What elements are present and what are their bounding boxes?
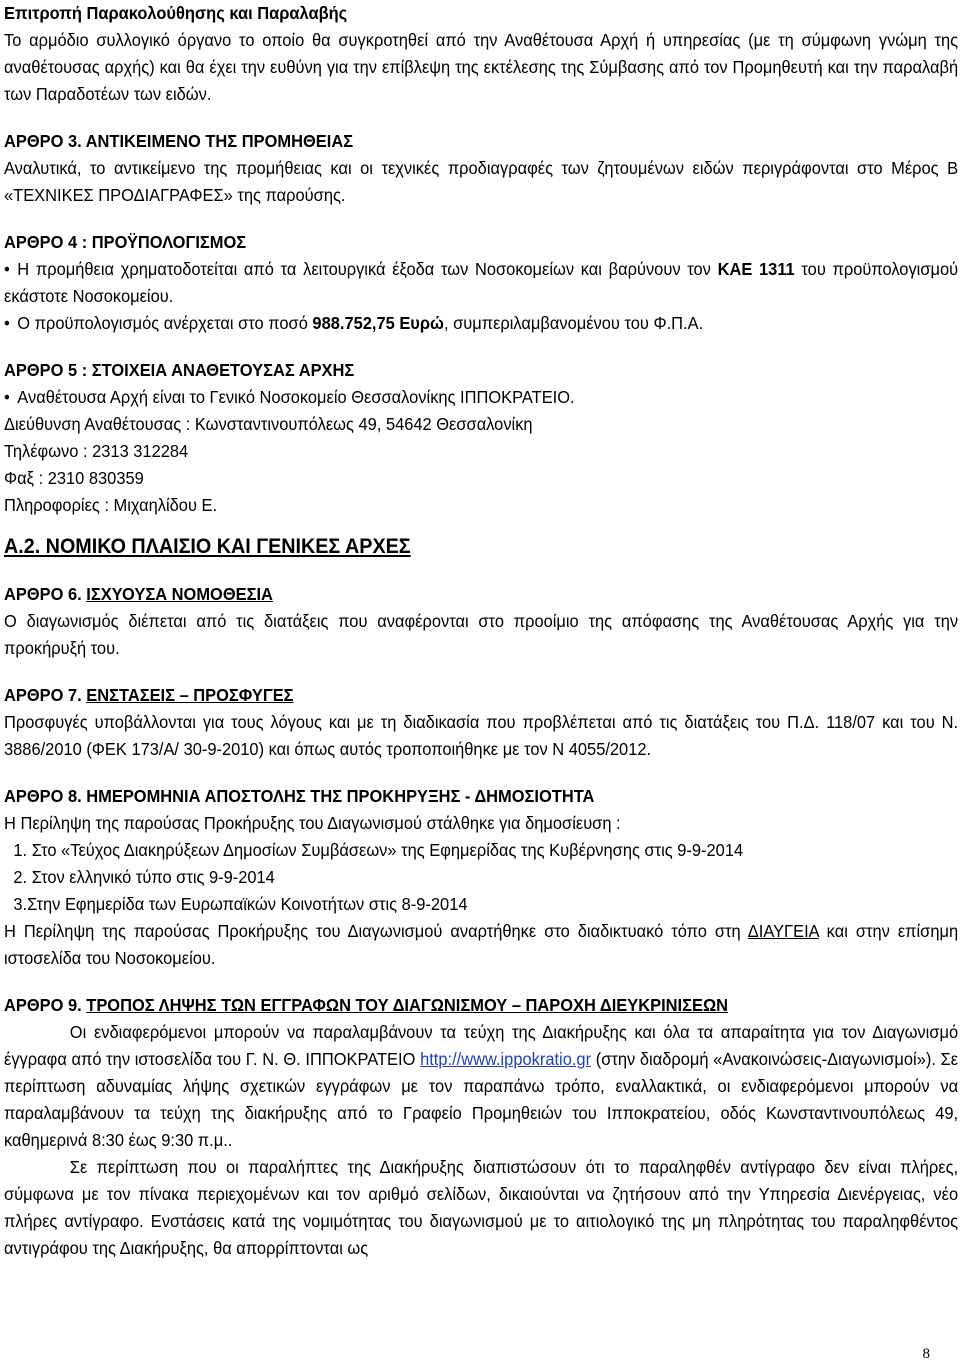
text-run: και στην επίσημη ιστοσελίδα του Νοσοκομείου. (4, 921, 959, 968)
article-4-bullet-2 (4, 310, 958, 337)
text-run: Οι ενδιαφερόμενοι μπορούν να παραλαμβάνουν τα τεύχη της Διακήρυξης και όλα τα απαραίτητα για τον Διαγωνισμό έγγραφα από την ιστοσελίδα του Γ. Ν. Θ. ΙΠΠΟΚΡΑΤΕΙΟ (4, 1022, 959, 1069)
authority-address: Διεύθυνση Αναθέτουσας : Κωνσταντινουπόλεως 49, 54642 Θεσσαλονίκη (4, 414, 533, 434)
article-3-text: Αναλυτικά, το αντικείμενο της προμήθειας και οι τεχνικές προδιαγραφές των ζητουμένων ειδών περιγράφονται στο Μέρος Β «ΤΕΧΝΙΚΕΣ ΠΡΟΔΙΑΓΡΑΦΕΣ» της παρούσης. (4, 158, 959, 205)
spacer (4, 209, 958, 229)
article-7-text: Προσφυγές υποβάλλονται για τους λόγους και με τη διαδικασία που προβλέπεται από τις διατάξεις του Π.Δ. 118/07 και του Ν. 3886/2010 (ΦΕΚ 173/Α/ 30-9-2010) και όπως αυτός τροποποιήθηκε με τον Ν 4055/2012. (4, 712, 959, 759)
article-9-paragraph-2: Σε περίπτωση που οι παραλήπτες της Διακήρυξης διαπιστώσουν ότι το παραληφθέν αντίγραφο δεν είναι πλήρες, σύμφωνα με τον πίνακα περιεχομένων και τον αριθμό σελίδων, δικαιούνται να ζητήσουν από την Υπηρεσία Διενέργειας, νέο πλήρες αντίγραφο. Ενστάσεις κατά της νομιμότητας του διαγωνισμού με το αιτιολογικό της μη πληρότητας του παραληφθέντος αντιγράφου της Διακήρυξης, θα απορρίπτονται ως (4, 1157, 959, 1258)
article-9-heading (4, 992, 958, 1019)
article-4-heading: ΑΡΘΡΟ 4 : ΠΡΟΫΠΟΛΟΓΙΣΜΟΣ (4, 232, 247, 252)
text-run: Ο προϋπολογισμός ανέρχεται στο ποσό (17, 313, 313, 333)
text-run: ΑΡΘΡΟ 7. (4, 685, 87, 705)
article-8-outro (4, 918, 958, 972)
spacer (4, 972, 958, 992)
spacer (4, 337, 958, 357)
committee-heading: Επιτροπή Παρακολούθησης και Παραλαβής (4, 3, 348, 23)
article-3-heading: ΑΡΘΡΟ 3. ΑΝΤΙΚΕΙΜΕΝΟ ΤΗΣ ΠΡΟΜΗΘΕΙΑΣ (4, 131, 354, 151)
text-run: ΑΡΘΡΟ 9. (4, 995, 87, 1015)
article-4-bullet-1 (4, 256, 958, 310)
text-run: Η Περίληψη της παρούσας Προκήρυξης του Διαγωνισμού αναρτήθηκε στο διαδικτυακό τόπο στη (4, 921, 748, 941)
hospital-website-link[interactable]: http://www.ippokratio.gr (420, 1049, 592, 1069)
authority-phone: Τηλέφωνο : 2313 312284 (4, 441, 189, 461)
spacer (4, 519, 958, 533)
article-7-heading (4, 682, 958, 709)
spacer (4, 662, 958, 682)
section-a2-heading: Α.2. ΝΟΜΙΚΟ ΠΛΑΙΣΙΟ ΚΑΙ ΓΕΝΙΚΕΣ ΑΡΧΕΣ (4, 535, 411, 558)
article-8-heading: ΑΡΘΡΟ 8. ΗΜΕΡΟΜΗΝΙΑ ΑΠΟΣΤΟΛΗΣ ΤΗΣ ΠΡΟΚΗΡΥΞΗΣ - ΔΗΜΟΣΙΟΤΗΤΑ (4, 786, 595, 806)
spacer (4, 108, 958, 128)
authority-contact: Πληροφορίες : Μιχαηλίδου Ε. (4, 495, 218, 515)
text-run: του προϋπολογισμού εκάστοτε Νοσοκομείου. (4, 259, 959, 306)
document-page (4, 0, 958, 1262)
article-9-paragraph-1 (4, 1019, 958, 1154)
spacer (4, 763, 958, 783)
article-5-bullet: • Αναθέτουσα Αρχή είναι το Γενικό Νοσοκομείο Θεσσαλονίκης ΙΠΠΟΚΡΑΤΕΙΟ. (4, 384, 958, 411)
authority-fax: Φαξ : 2310 830359 (4, 468, 144, 488)
text-run: ΤΡΟΠΟΣ ΛΗΨΗΣ ΤΩΝ ΕΓΓΡΑΦΩΝ ΤΟΥ ΔΙΑΓΩΝΙΣΜΟΥ – ΠΑΡΟΧΗ ΔΙΕΥΚΡΙΝΙΣΕΩΝ (86, 995, 729, 1015)
text-run: , συμπεριλαμβανομένου του Φ.Π.Α. (443, 313, 704, 333)
article-5-heading: ΑΡΘΡΟ 5 : ΣΤΟΙΧΕΙΑ ΑΝΑΘΕΤΟΥΣΑΣ ΑΡΧΗΣ (4, 360, 355, 380)
committee-text: Το αρμόδιο συλλογικό όργανο το οποίο θα συγκροτηθεί από την Αναθέτουσα Αρχή ή υπηρεσίας (με τη σύμφωνη γνώμη της αναθέτουσας αρχής) και θα έχει την ευθύνη για την επίβλεψη της εκτέλεσης της Σύμβασης από τον Προμηθευτή και την παραλαβή των Παραδοτέων των ειδών. (4, 30, 959, 104)
text-run: ΙΣΧΥΟΥΣΑ ΝΟΜΟΘΕΣΙΑ (86, 584, 273, 604)
text-run: ΕΝΣΤΑΣΕΙΣ – ΠΡΟΣΦΥΓΕΣ (86, 685, 294, 705)
spacer (4, 561, 958, 581)
article-8-item-1: 1. Στο «Τεύχος Διακηρύξεων Δημοσίων Συμβάσεων» της Εφημερίδας της Κυβέρνησης στις 9-9-2014 (13, 840, 744, 860)
text-run: ΔΙΑΥΓΕΙΑ (747, 921, 819, 941)
page-number: 8 (922, 1346, 930, 1362)
kae-code: ΚΑΕ 1311 (717, 259, 795, 279)
article-6-text: Ο διαγωνισμός διέπεται από τις διατάξεις που αναφέρονται στο προοίμιο της απόφασης της Αναθέτουσας Αρχής για την προκήρυξή του. (4, 611, 959, 658)
article-6-heading (4, 581, 958, 608)
article-8-item-2: 2. Στον ελληνικό τύπο στις 9-9-2014 (13, 867, 275, 887)
text-run: Η προμήθεια χρηματοδοτείται από τα λειτουργικά έξοδα των Νοσοκομείων και βαρύνουν τον (17, 259, 718, 279)
text-run: ΑΡΘΡΟ 6. (4, 584, 87, 604)
article-8-item-3: 3.Στην Εφημερίδα των Ευρωπαϊκών Κοινοτήτων στις 8-9-2014 (13, 894, 468, 914)
budget-amount: 988.752,75 Ευρώ (312, 313, 444, 333)
article-8-intro: Η Περίληψη της παρούσας Προκήρυξης του Διαγωνισμού στάλθηκε για δημοσίευση : (4, 813, 621, 833)
text-run: (στην διαδρομή «Ανακοινώσεις-Διαγωνισμοί»). Σε περίπτωση αδυναμίας λήψης σχετικών εγγράφων με τον παραπάνω τρόπο, εναλλακτικά, οι ενδιαφερόμενοι μπορούν να παραλαμβάνουν τα τεύχη της διακήρυξης από το Γραφείο Προμηθειών του Ιπποκρατείου, οδός Κωνσταντινουπόλεως 49, καθημερινά 8:30 έως 9:30 π.μ.. (4, 1049, 959, 1150)
